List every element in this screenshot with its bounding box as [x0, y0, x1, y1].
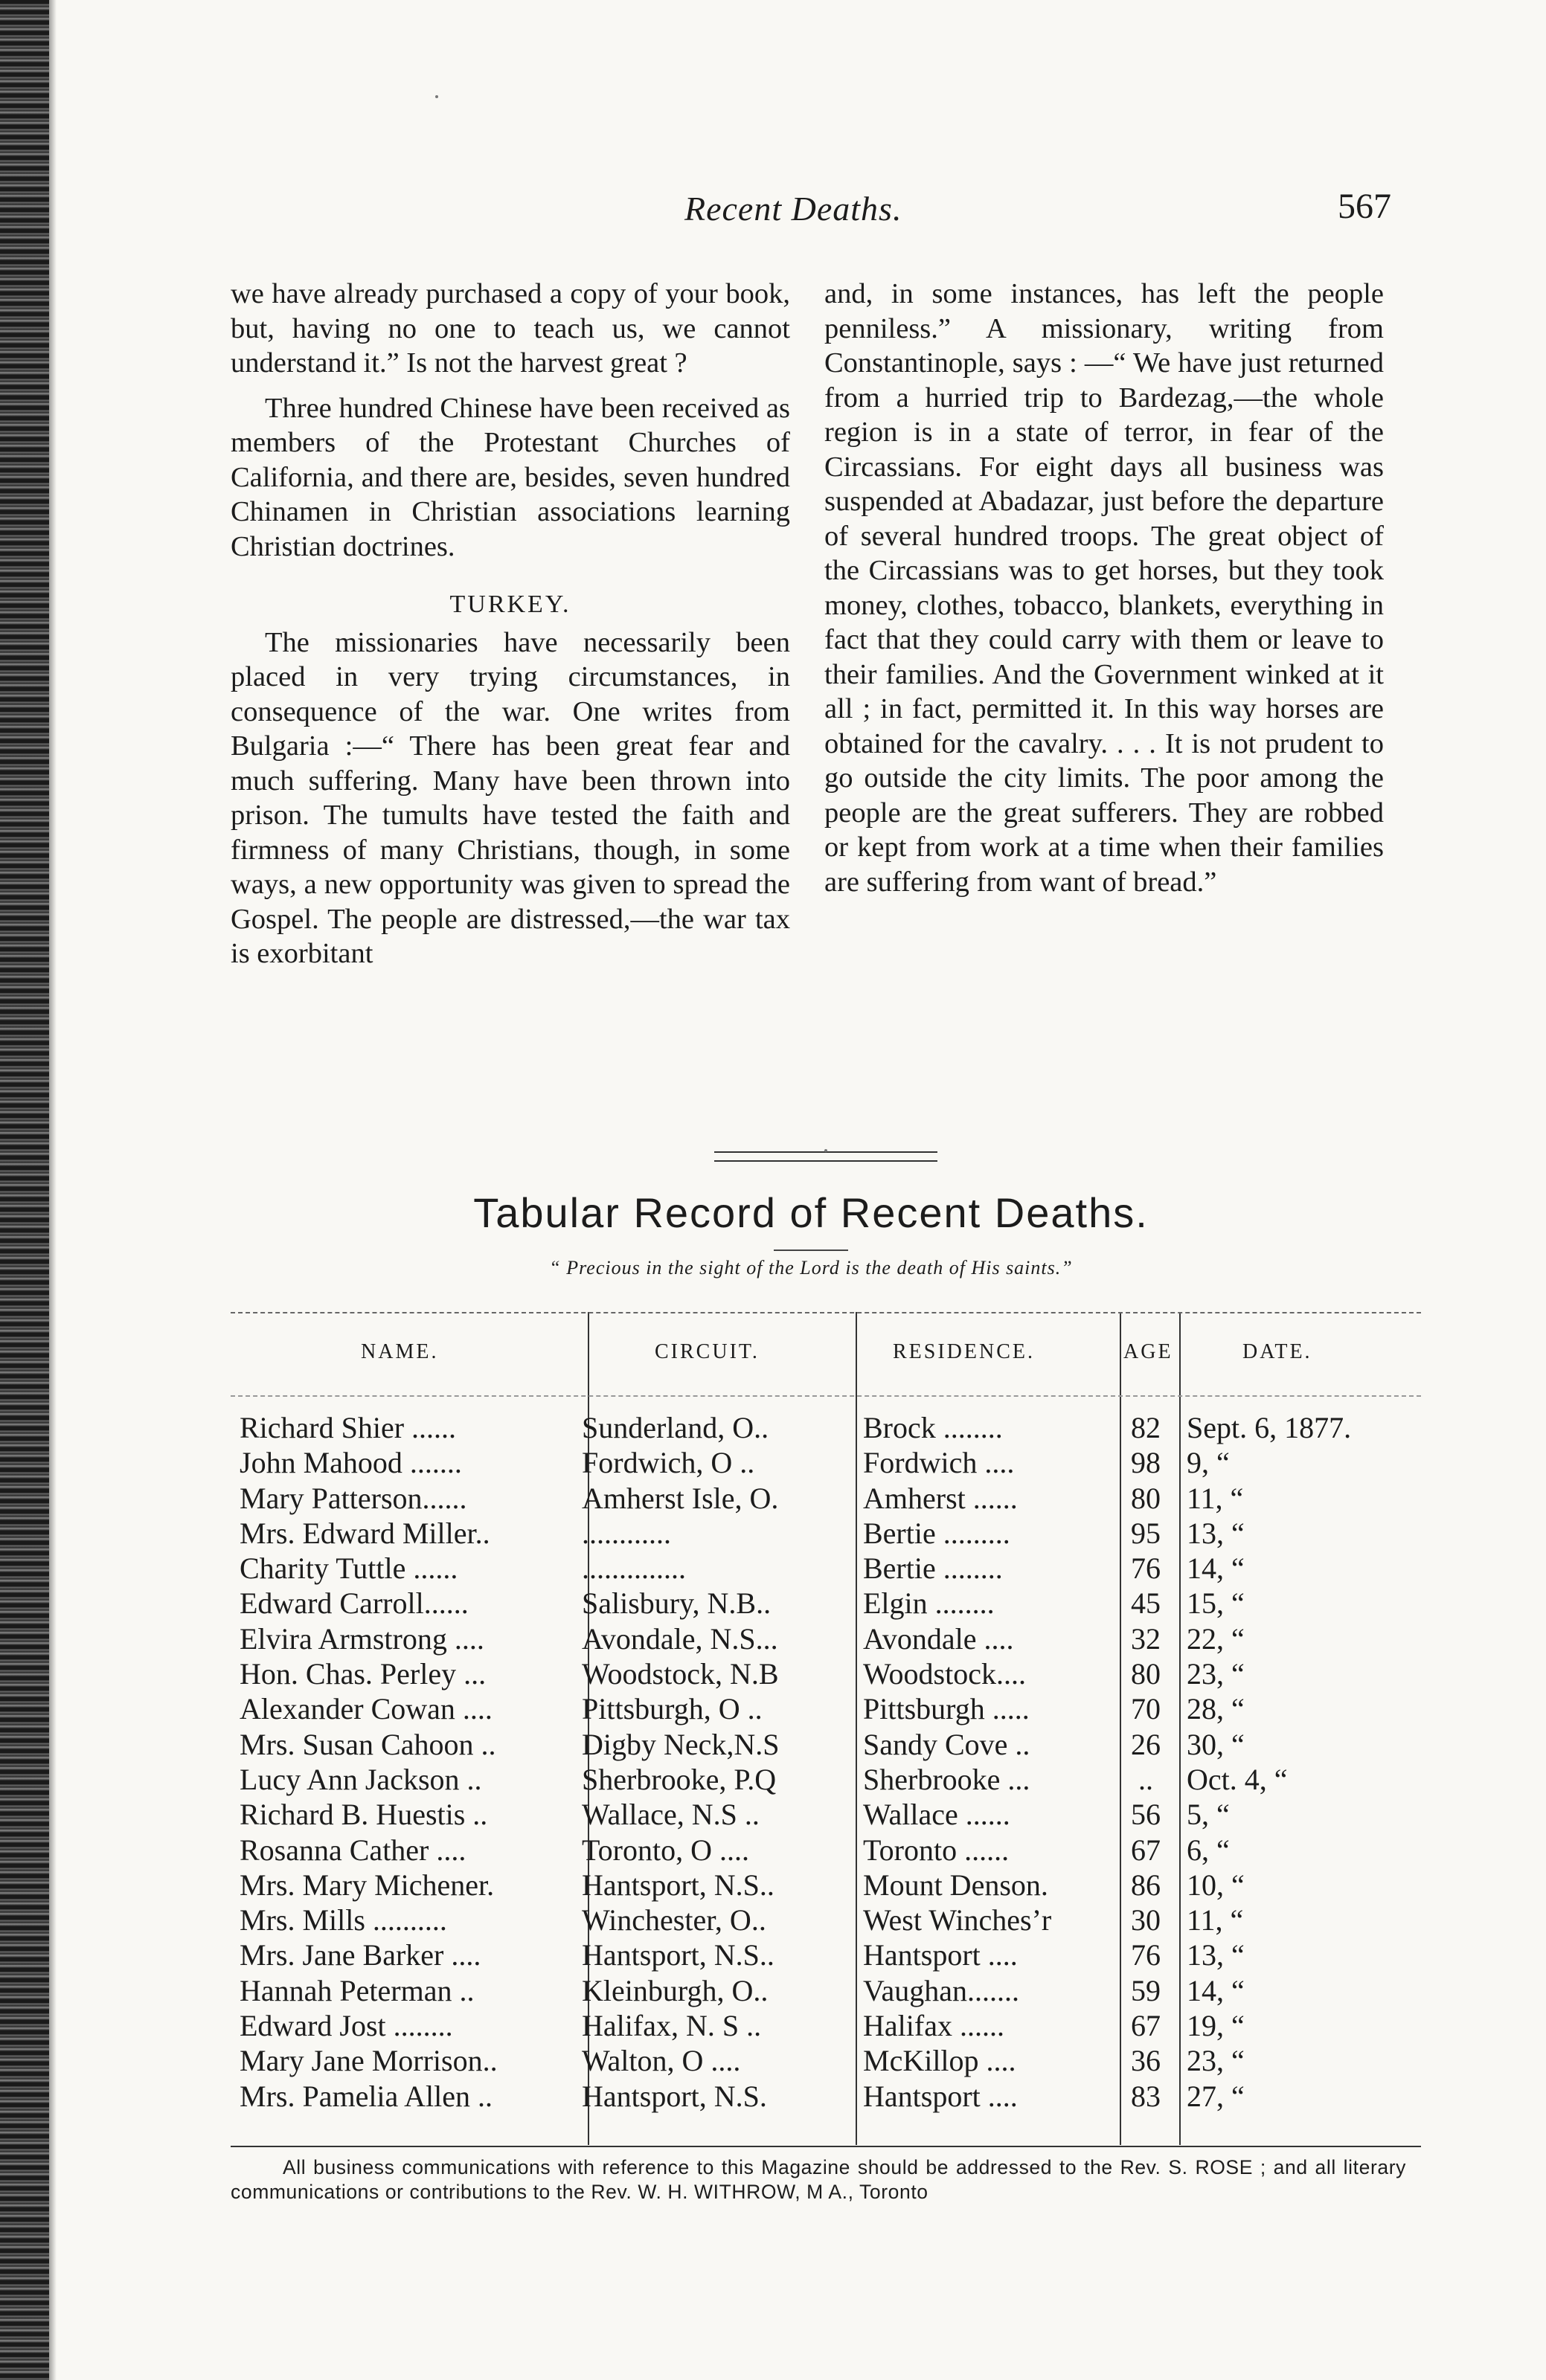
row-age: 83	[1131, 2079, 1161, 2113]
row-name: Hon. Chas. Perley ...	[240, 1657, 487, 1691]
row-residence: Bertie .........	[863, 1516, 1010, 1550]
row-circuit: Pittsburgh, O ..	[582, 1692, 763, 1726]
title-rule	[774, 1250, 848, 1251]
row-circuit: Hantsport, N.S..	[582, 1868, 774, 1902]
row-date: 13, “	[1187, 1938, 1245, 1972]
table-row	[231, 1586, 1421, 1621]
row-date: 10, “	[1187, 1868, 1245, 1902]
row-circuit: Hantsport, N.S.	[582, 2079, 767, 2113]
row-circuit: Amherst Isle, O.	[582, 1481, 779, 1515]
header-name: NAME.	[361, 1340, 439, 1363]
row-circuit: Salisbury, N.B..	[582, 1586, 772, 1621]
row-name: Mary Patterson......	[240, 1481, 467, 1515]
table-row	[231, 1481, 1421, 1516]
row-date: 11, “	[1187, 1903, 1244, 1937]
row-date: 14, “	[1187, 1973, 1245, 2007]
row-residence: Vaughan.......	[863, 1973, 1019, 2007]
row-date: 11, “	[1187, 1481, 1244, 1515]
table-row	[231, 1762, 1421, 1797]
row-date: 27, “	[1187, 2079, 1245, 2113]
row-name: Edward Carroll......	[240, 1586, 469, 1621]
row-residence: Bertie ........	[863, 1551, 1003, 1586]
table-row	[231, 1516, 1421, 1551]
row-name: Elvira Armstrong ....	[240, 1621, 484, 1656]
row-circuit: Sherbrooke, P.Q	[582, 1762, 777, 1796]
table-row	[231, 1937, 1421, 1972]
left-paragraph-3: The missionaries have necessarily been placed in very trying circumstances, in consequence of the war. One writes from Bulgaria :—“ There has been great fear and much suffering. Many have been thrown into prison. The tumults have tested the faith and firmness of many Christians, though, in some ways, a new opportunity was given to spread the Gospel. The people are distressed,—the war tax is exorbitant	[231, 626, 790, 969]
row-age: 67	[1131, 1833, 1161, 1867]
footer-note: All business communications with reference to this Magazine should be addressed to the Rev. S. ROSE ; and all literary communications or contributions to the Rev. W. H. WITHROW, M A., Toronto	[231, 2156, 1406, 2203]
table-row	[231, 1797, 1421, 1832]
row-age: 45	[1131, 1586, 1161, 1621]
row-name: John Mahood .......	[240, 1446, 462, 1480]
row-name: Richard B. Huestis ..	[240, 1798, 488, 1832]
row-age: ..	[1138, 1762, 1153, 1796]
row-date: 23, “	[1187, 2044, 1245, 2078]
row-name: Mrs. Mary Michener.	[240, 1868, 495, 1902]
row-name: Mrs. Pamelia Allen ..	[240, 2079, 493, 2113]
row-age: 80	[1131, 1657, 1161, 1691]
table-row	[231, 1868, 1421, 1903]
row-date: Sept. 6, 1877.	[1187, 1411, 1352, 1444]
header-date: DATE.	[1242, 1340, 1312, 1363]
row-date: 30, “	[1187, 1727, 1245, 1761]
row-age: 76	[1131, 1551, 1161, 1586]
row-date: 13, “	[1187, 1516, 1245, 1550]
row-name: Edward Jost ........	[240, 2009, 453, 2043]
row-circuit: Woodstock, N.B	[582, 1657, 779, 1691]
row-date: 9, “	[1187, 1446, 1230, 1480]
row-residence: McKillop ....	[863, 2044, 1016, 2078]
row-age: 36	[1131, 2044, 1161, 2078]
right-paragraph-1: and, in some instances, has left the people penniless.” A missionary, writing from Constantinople, says : —“ We have just returned from a hurried trip to Bardezag,—the whole region is in a state of terror, in fear of the Circassians. For eight days all business was suspended at Abadazar, just before the departure of several hundred troops. The great object of the Circassians was to get horses, but they took money, clothes, tobacco, blankets, everything in fact that they could carry with them or leave to their families. And the Government winked at it all ; in fact, permitted it. In this way horses are obtained for the cavalry. . . . It is not prudent to go outside the city limits. The poor among the people are the great sufferers. They are robbed or kept from work at a time when their families are suffering from want of bread.”	[824, 278, 1384, 898]
row-residence: Mount Denson.	[863, 1868, 1048, 1902]
page-number: 567	[1338, 187, 1391, 226]
row-circuit: Fordwich, O ..	[582, 1446, 755, 1480]
row-residence: Halifax ......	[863, 2009, 1004, 2043]
row-age: 30	[1131, 1903, 1161, 1937]
row-age: 59	[1131, 1973, 1161, 2007]
row-age: 95	[1131, 1516, 1161, 1550]
row-residence: Woodstock....	[863, 1657, 1026, 1691]
table-body	[231, 1410, 1421, 2114]
row-name: Lucy Ann Jackson ..	[240, 1762, 482, 1796]
right-column	[824, 277, 1384, 899]
row-residence: Hantsport ....	[863, 2079, 1018, 2113]
table-epigraph: “ Precious in the sight of the Lord is the death of His saints.”	[549, 1257, 1073, 1279]
row-age: 76	[1131, 1938, 1161, 1972]
row-name: Rosanna Cather ....	[240, 1833, 466, 1867]
table-title: Tabular Record of Recent Deaths.	[473, 1189, 1149, 1236]
row-circuit: Hantsport, N.S..	[582, 1938, 774, 1972]
table-row	[231, 2008, 1421, 2043]
left-column	[231, 277, 790, 971]
table-row	[231, 1656, 1421, 1691]
table-row	[231, 2079, 1421, 2114]
row-circuit: Winchester, O..	[582, 1903, 766, 1937]
table-row	[231, 1410, 1421, 1445]
table-header	[231, 1312, 1421, 1397]
row-date: 5, “	[1187, 1798, 1230, 1832]
book-binding-edge	[0, 0, 49, 2380]
row-name: Charity Tuttle ......	[240, 1551, 458, 1586]
row-residence: Elgin ........	[863, 1586, 995, 1621]
row-age: 26	[1131, 1727, 1161, 1761]
row-circuit: Kleinburgh, O..	[582, 1973, 769, 2007]
header-age: AGE	[1123, 1340, 1173, 1363]
row-residence: Sherbrooke ...	[863, 1762, 1030, 1796]
row-date: Oct. 4, “	[1187, 1762, 1288, 1796]
row-residence: Amherst ......	[863, 1481, 1018, 1515]
table-row	[231, 1833, 1421, 1868]
row-residence: Avondale ....	[863, 1621, 1014, 1656]
table-row	[231, 1973, 1421, 2008]
table-row	[231, 1551, 1421, 1586]
running-head	[231, 186, 1391, 238]
left-paragraph-1: we have already purchased a copy of your book, but, having no one to teach us, we cannot understand it.” Is not the harvest great ?	[231, 278, 790, 379]
row-circuit: Wallace, N.S ..	[582, 1798, 760, 1832]
row-age: 56	[1131, 1798, 1161, 1832]
row-name: Mrs. Edward Miller..	[240, 1516, 490, 1550]
row-circuit: ..............	[582, 1551, 686, 1586]
row-residence: West Winches’r	[863, 1903, 1052, 1937]
row-circuit: Walton, O ....	[582, 2044, 741, 2078]
table-bottom-rule	[231, 2146, 1421, 2147]
row-residence: Wallace ......	[863, 1798, 1010, 1832]
table-row	[231, 1691, 1421, 1726]
table-row	[231, 1903, 1421, 1937]
row-name: Mary Jane Morrison..	[240, 2044, 498, 2078]
row-circuit: ............	[582, 1516, 671, 1550]
row-name: Richard Shier ......	[240, 1411, 457, 1444]
row-residence: Brock ........	[863, 1411, 1003, 1444]
section-heading-turkey: TURKEY.	[449, 591, 571, 618]
header-residence: RESIDENCE.	[893, 1340, 1035, 1363]
row-circuit: Halifax, N. S ..	[582, 2009, 762, 2043]
row-age: 70	[1131, 1692, 1161, 1726]
row-circuit: Toronto, O ....	[582, 1833, 749, 1867]
row-circuit: Digby Neck,N.S	[582, 1727, 780, 1761]
header-circuit: CIRCUIT.	[655, 1340, 760, 1363]
row-residence: Toronto ......	[863, 1833, 1010, 1867]
row-date: 6, “	[1187, 1833, 1230, 1867]
print-speck	[435, 95, 438, 98]
row-date: 19, “	[1187, 2009, 1245, 2043]
page-title: Recent Deaths.	[684, 190, 902, 228]
row-name: Mrs. Mills ..........	[240, 1903, 447, 1937]
row-name: Mrs. Jane Barker ....	[240, 1938, 481, 1972]
row-name: Alexander Cowan ....	[240, 1692, 493, 1726]
row-residence: Hantsport ....	[863, 1938, 1018, 1972]
row-date: 23, “	[1187, 1657, 1245, 1691]
row-residence: Fordwich ....	[863, 1446, 1015, 1480]
left-paragraph-2: Three hundred Chinese have been received as members of the Protestant Churches of California, and there are, besides, seven hundred Chinamen in Christian associations learning Christian doctrines.	[231, 392, 790, 562]
row-date: 14, “	[1187, 1551, 1245, 1586]
row-age: 80	[1131, 1481, 1161, 1515]
row-age: 98	[1131, 1446, 1161, 1480]
row-circuit: Sunderland, O..	[582, 1411, 769, 1444]
row-date: 28, “	[1187, 1692, 1245, 1726]
row-date: 15, “	[1187, 1586, 1245, 1621]
row-age: 86	[1131, 1868, 1161, 1902]
print-speck	[824, 1149, 827, 1152]
row-residence: Pittsburgh .....	[863, 1692, 1030, 1726]
row-age: 82	[1131, 1411, 1161, 1444]
table-row	[231, 1621, 1421, 1656]
section-divider	[714, 1151, 937, 1162]
row-name: Hannah Peterman ..	[240, 1973, 475, 2007]
row-age: 67	[1131, 2009, 1161, 2043]
row-date: 22, “	[1187, 1621, 1245, 1656]
row-circuit: Avondale, N.S...	[582, 1621, 778, 1656]
row-name: Mrs. Susan Cahoon ..	[240, 1727, 496, 1761]
table-row	[231, 2043, 1421, 2078]
table-row	[231, 1445, 1421, 1480]
table-row	[231, 1727, 1421, 1762]
deaths-table	[231, 1312, 1421, 2114]
row-residence: Sandy Cove ..	[863, 1727, 1030, 1761]
row-age: 32	[1131, 1621, 1161, 1656]
